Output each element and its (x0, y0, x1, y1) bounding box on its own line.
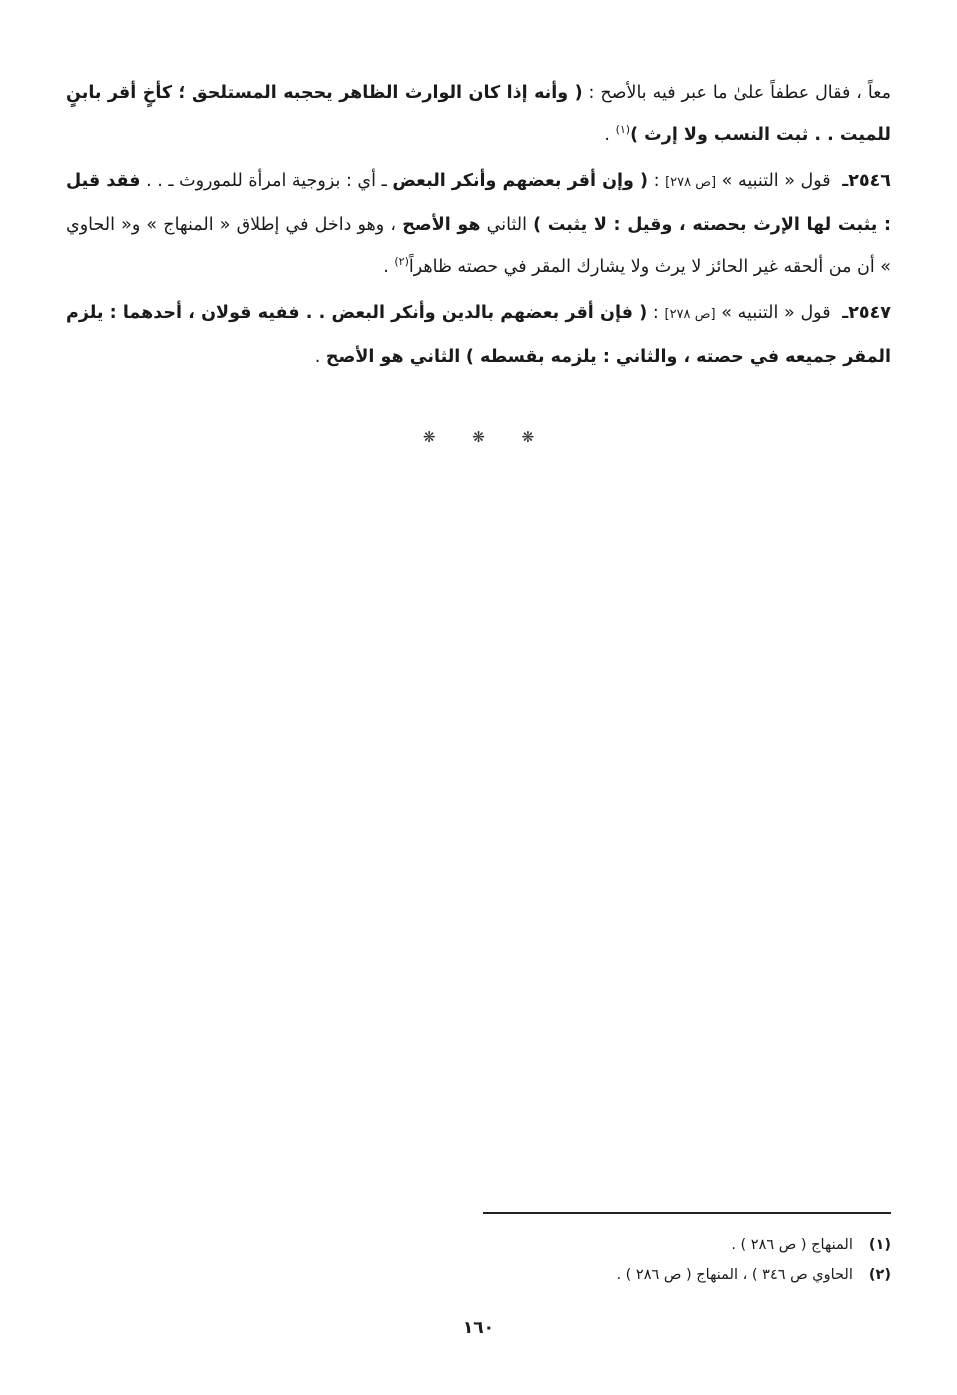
p2-bold-3: هو الأصح (402, 215, 481, 235)
page-number: ١٦٠ (462, 1318, 495, 1338)
footnote-divider (483, 1212, 891, 1214)
p3-text-1: قول « التنبيه » (715, 303, 837, 323)
paragraph-2547 (66, 292, 891, 378)
p2-text-4: الثاني (480, 215, 534, 235)
footnote-ref-1[interactable]: (١) (615, 123, 631, 137)
p1-end: . (604, 125, 616, 145)
main-text (66, 72, 891, 378)
p1-text-1: معاً ، فقال عطفاً علىٰ ما عبر فيه بالأصح : (582, 83, 891, 103)
p2-text-1: قول « التنبيه » (716, 171, 837, 191)
p2-text-5: ، وهو داخل في إطلاق « المنهاج » و« الحاوي » أن من ألحقه غير الحائز لا يرث ولا يشارك المقر في حصته ظاهراً (66, 215, 891, 277)
p2-page-ref: [ص ٢٧٨] (665, 175, 717, 190)
footnote-number: (٢) (868, 1267, 891, 1283)
p3-bold-2: الثاني هو الأصح (325, 347, 461, 367)
asterism-icon: ❋ (472, 428, 485, 446)
asterism-icon: ❋ (422, 428, 436, 446)
footnotes (191, 1230, 891, 1290)
p3-end: . (314, 347, 326, 367)
p3-page-ref: [ص ٢٧٨] (664, 307, 716, 322)
p2-bold-1: ( وإن أقر بعضهم وأنكر البعض (392, 171, 649, 191)
p3-bold-1: ( فإن أقر بعضهم بالدين وأنكر البعض . . ففيه قولان ، أحدهما : يلزم المقر جميعه في حصته ، والثاني : يلزمه بقسطه ) (66, 303, 891, 367)
section-separator (0, 428, 957, 446)
footnote-1 (191, 1230, 891, 1260)
paragraph-2546 (66, 160, 891, 288)
p2-bold-2: فقد قيل : يثبت لها الإرث بحصته ، وقيل : لا يثبت ) (66, 171, 891, 235)
footnote-ref-2[interactable]: (٢) (394, 255, 409, 269)
asterism-icon: ❋ (521, 428, 535, 446)
p3-text-2: : (647, 303, 665, 323)
footnote-2 (191, 1260, 891, 1290)
p1-bold-1: ( وأنه إذا كان الوارث الظاهر يحجبه المستلحق ؛ كأخٍ أقر بابنٍ للميت . . ثبت النسب ولا إرث ) (66, 83, 891, 145)
p2-end: . (383, 257, 395, 277)
p2-text-2: : (648, 171, 666, 191)
footnote-text: المنهاج ( ص ٢٨٦ ) . (731, 1237, 853, 1253)
footnote-number: (١) (868, 1237, 891, 1253)
footnote-text: الحاوي ص ٣٤٦ ) ، المنهاج ( ص ٢٨٦ ) . (616, 1267, 853, 1283)
issue-number-2546: ٢٥٤٦ـ (842, 171, 891, 191)
paragraph-1 (66, 72, 891, 156)
issue-number-2547: ٢٥٤٧ـ (842, 303, 891, 323)
p2-text-3: ـ أي : بزوجية امرأة للموروث ـ . . (140, 171, 393, 191)
